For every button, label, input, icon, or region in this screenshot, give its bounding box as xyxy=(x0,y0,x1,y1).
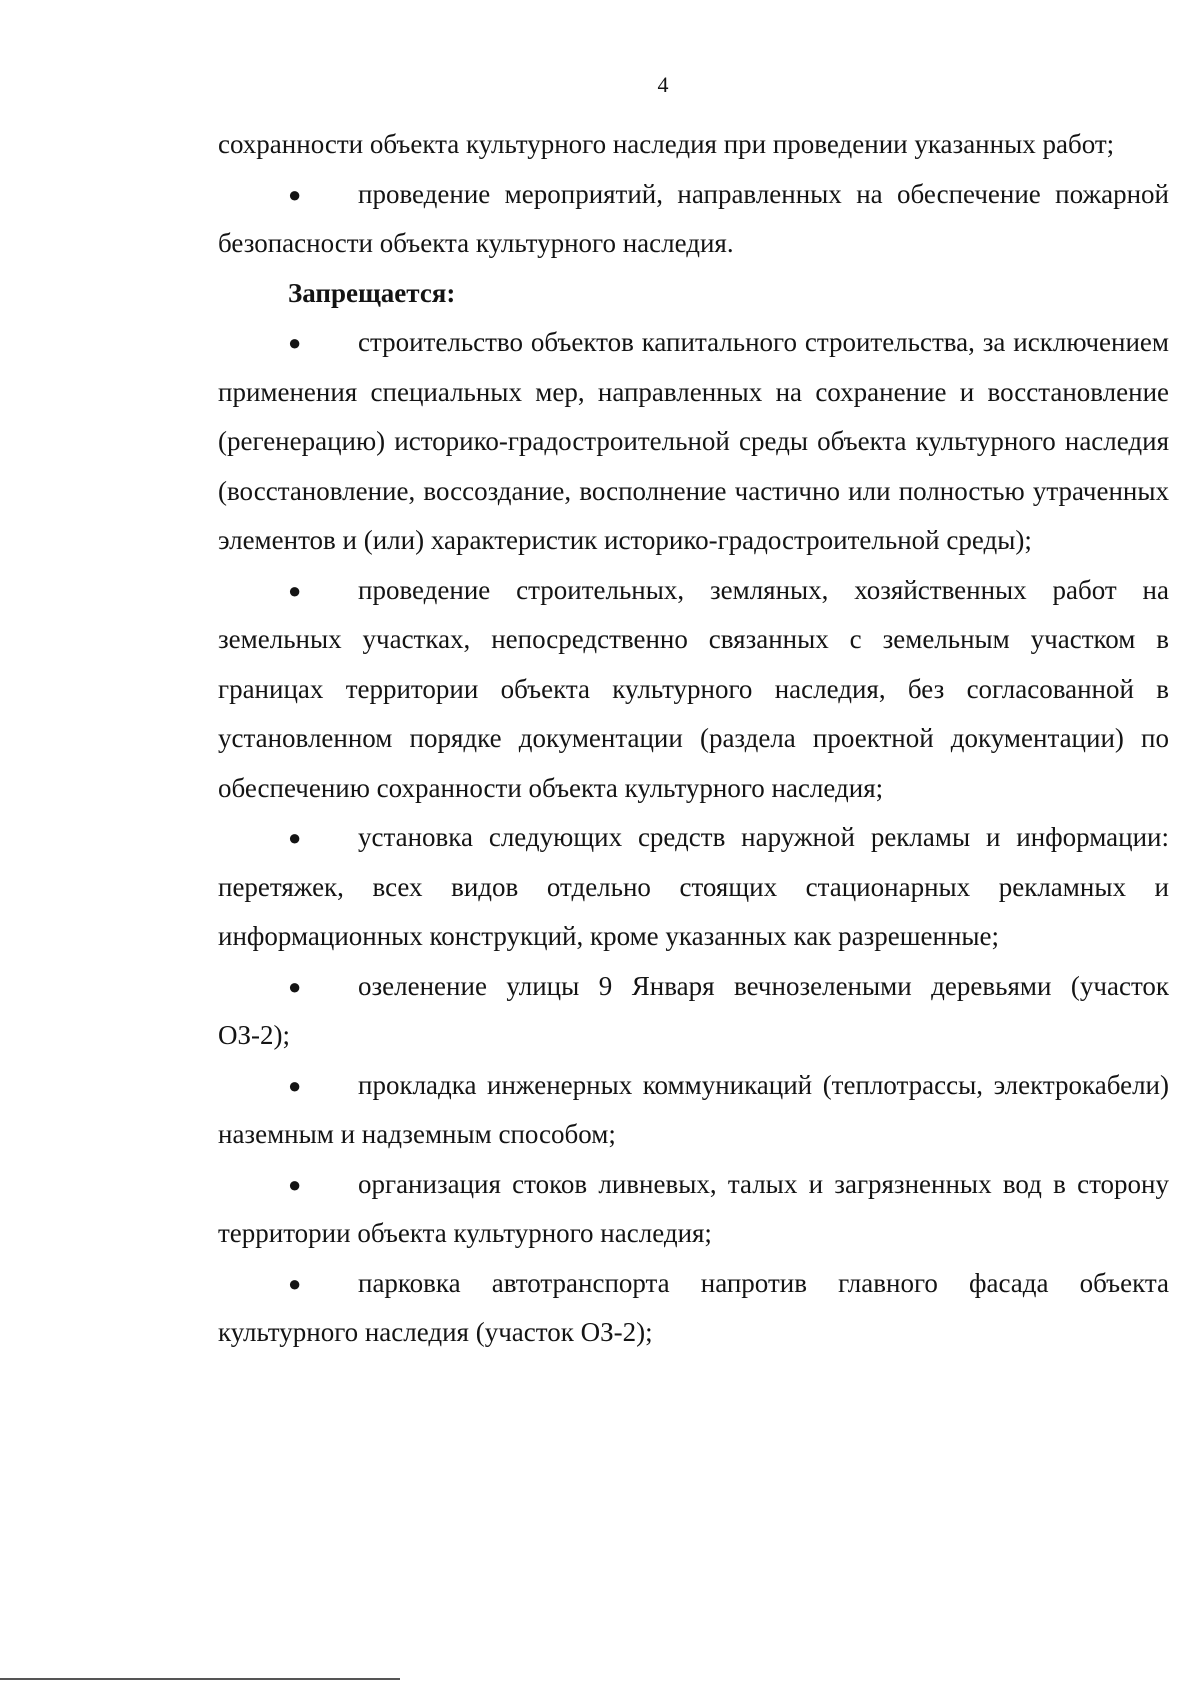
paragraph-intro: сохранности объекта культурного наследия при проведении указанных работ; xyxy=(218,129,1115,159)
list-item xyxy=(218,813,1169,962)
list-item xyxy=(218,318,1169,566)
list-item-text: парковка автотранспорта напротив главного фасада объекта культурного наследия (участок ОЗ-2); xyxy=(218,1267,1169,1347)
list-item xyxy=(218,962,1169,1061)
bullet-icon: ● xyxy=(288,973,302,999)
bullet-icon: ● xyxy=(288,1072,302,1098)
bullet-icon: ● xyxy=(288,330,302,355)
footer-divider xyxy=(0,1678,400,1680)
list-item-text: строительство объектов капитального строительства, за исключением применения специальных мер, направленных на сохранение и восстановление (регенерацию) историко-градостроительной среды объекта культурного наследия (восстановление, воссоздание, восполнение частично или полностью утраченных элементов и (или) характеристик историко-градостроительной среды); xyxy=(218,327,1169,555)
list-item xyxy=(218,1259,1169,1358)
document-body xyxy=(218,120,1169,1358)
bullet-icon: ● xyxy=(288,181,302,207)
list-item-text: проведение строительных, земляных, хозяйственных работ на земельных участках, непосредственно связанных с земельным участком в границах территории объекта культурного наследия, без согласованной в установленном порядке документации (раздела проектной документации) по обеспечению сохранности объекта культурного наследия; xyxy=(218,574,1169,803)
list-item xyxy=(218,566,1169,814)
bullet-icon: ● xyxy=(288,825,302,850)
list-item-text: озеленение улицы 9 Января вечнозелеными деревьями (участок ОЗ-2); xyxy=(218,970,1169,1050)
section-heading: Запрещается: xyxy=(288,277,456,308)
list-item xyxy=(218,1061,1169,1160)
page-number: 4 xyxy=(657,72,669,97)
bullet-icon: ● xyxy=(288,577,302,603)
bullet-icon: ● xyxy=(288,1270,302,1296)
list-item-text: установка следующих средств наружной рекламы и информации: перетяжек, всех видов отдельно стоящих стационарных рекламных и информационных конструкций, кроме указанных как разрешенные; xyxy=(218,822,1169,951)
list-item-text: проведение мероприятий, направленных на обеспечение пожарной безопасности объекта культурного наследия. xyxy=(218,178,1169,258)
list-item-text: организация стоков ливневых, талых и загрязненных вод в сторону территории объекта культурного наследия; xyxy=(218,1168,1169,1248)
bullet-icon: ● xyxy=(288,1171,302,1197)
list-item xyxy=(218,170,1169,269)
list-item-text: прокладка инженерных коммуникаций (теплотрассы, электрокабели) наземным и надземным способом; xyxy=(218,1069,1169,1149)
list-item xyxy=(218,1160,1169,1259)
